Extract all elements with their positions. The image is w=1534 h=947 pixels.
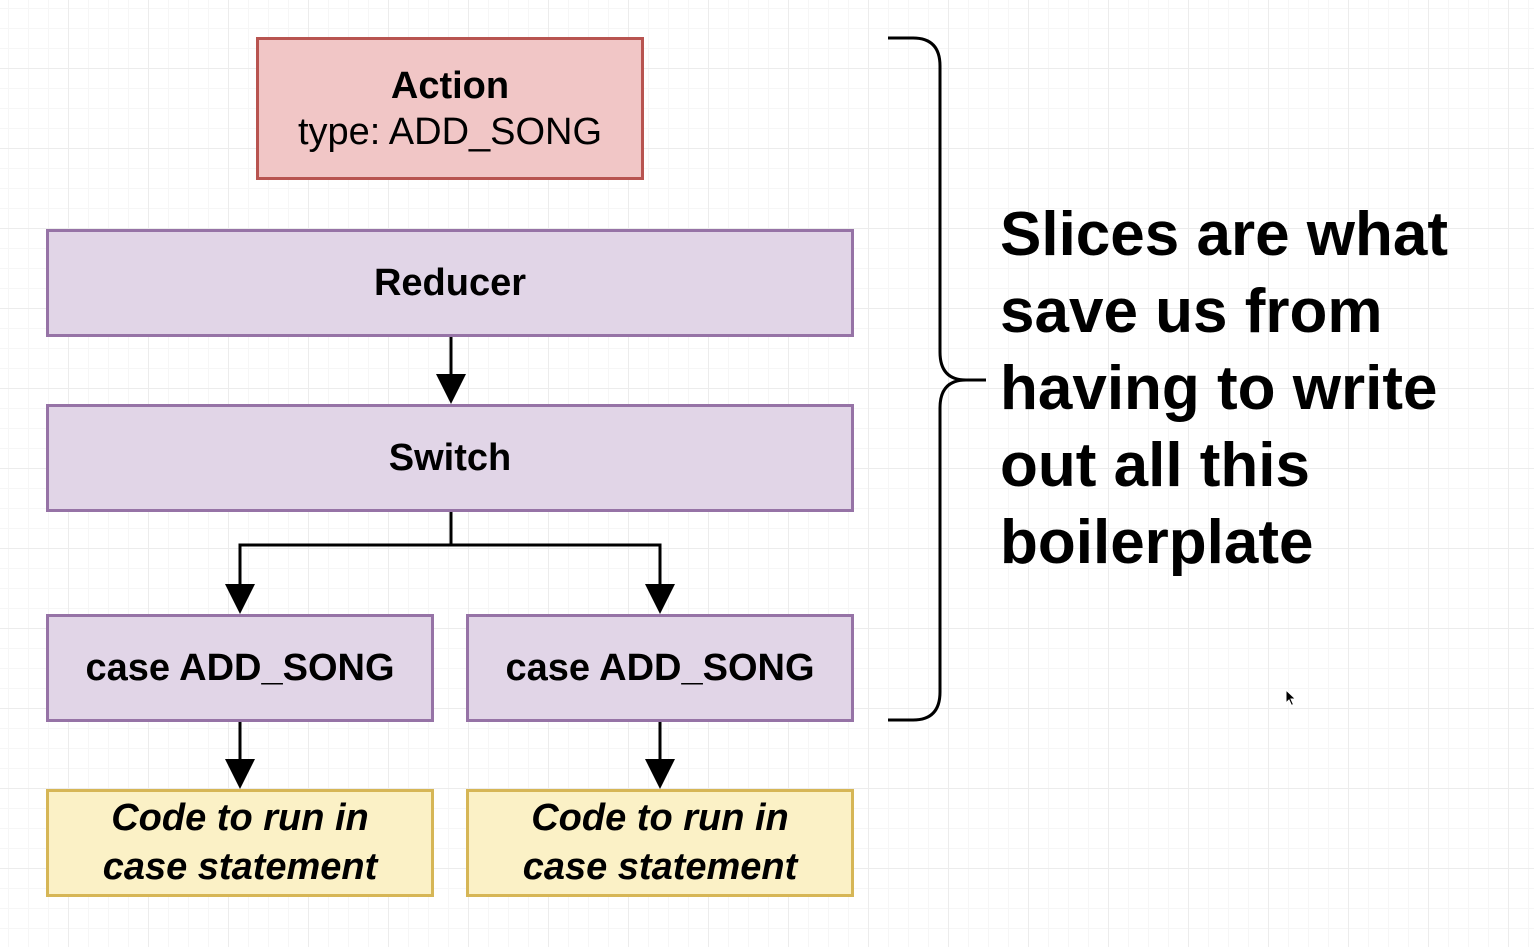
arrowhead-switch	[436, 374, 466, 404]
case-label-right: case ADD_SONG	[505, 646, 815, 689]
action-title: Action	[390, 64, 510, 107]
annotation-line-5: boilerplate	[1000, 508, 1314, 577]
arrowhead-case-left	[225, 584, 255, 614]
code-line-2-left: case statement	[102, 846, 378, 888]
annotation-line-4: out all this	[1000, 431, 1310, 500]
code-line-2-right: case statement	[522, 846, 798, 888]
arrowhead-code-left	[225, 759, 255, 789]
annotation-line-3: having to write	[1000, 354, 1438, 423]
code-line-1-left: Code to run in	[111, 797, 369, 839]
switch-split-connector	[240, 512, 660, 592]
curly-brace	[888, 38, 986, 720]
annotation-line-2: save us from	[1000, 277, 1383, 346]
arrowhead-code-right	[645, 759, 675, 789]
arrowhead-case-right	[645, 584, 675, 614]
switch-label: Switch	[388, 436, 512, 479]
annotation-line-1: Slices are what	[1000, 200, 1449, 269]
reducer-label: Reducer	[373, 261, 527, 304]
action-type-label: type: ADD_SONG	[297, 110, 603, 153]
mouse-cursor-icon	[1285, 689, 1297, 707]
case-label-left: case ADD_SONG	[85, 646, 395, 689]
slices-annotation	[1000, 196, 1520, 581]
code-line-1-right: Code to run in	[531, 797, 789, 839]
